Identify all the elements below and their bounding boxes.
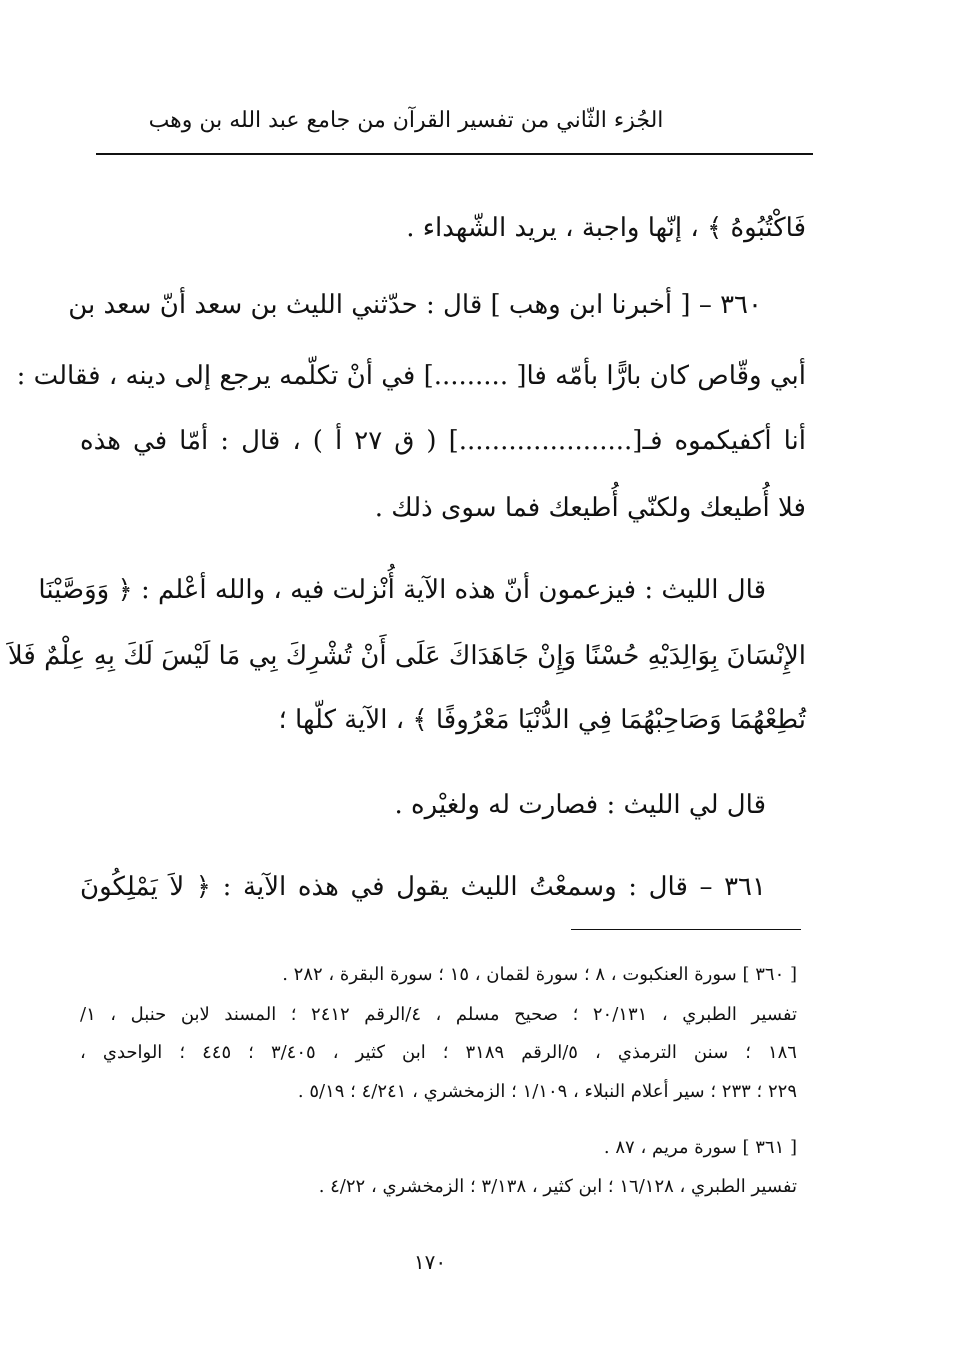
page-number: ١٧٠ xyxy=(413,1250,447,1274)
body-line: فلا أُطيعك ولكنّي أُطيعك فما سوى ذلك . xyxy=(374,493,806,523)
body-line: أبي وقّاص كان بارًّا بأمّه فا[ .........] في أنْ تكلّمه يرجع إلى دينه ، فقالت : xyxy=(16,361,806,391)
body-line: الإِنْسَانَ بِوَالِدَيْهِ حُسْنًا وَإِنْ جَاهَدَاكَ عَلَى أَنْ تُشْرِكَ بِي مَا لَيْسَ لَكَ بِهِ عِلْمٌ فَلاَ xyxy=(7,641,806,671)
footnote-line: ٢٢٩ ؛ ٢٣٣ ؛ سير أعلام النبلاء ، ١/١٠٩ ؛ الزمخشري ، ٤/٢٤١ ؛ ٥/١٩ . xyxy=(297,1081,797,1102)
footnote-line: ١٨٦ ؛ سنن الترمذي ، ٥/الرقم ٣١٨٩ ؛ ابن كثير ، ٣/٤٠٥ ؛ ٤٤٥ ؛ الواحدي ، xyxy=(80,1042,797,1063)
footnote-rule xyxy=(571,929,801,930)
running-header: الجُزء الثّاني من تفسير القرآن من جامع عبد الله بن وهب xyxy=(148,108,664,133)
footnote-line: [ ٣٦١ ] سورة مريم ، ٨٧ . xyxy=(603,1137,797,1158)
body-line: قال الليث : فيزعمون أنّ هذه الآية أُنْزلت فيه ، والله أعْلم : ﴿ وَوَصَّيْنَا xyxy=(38,575,766,605)
body-line: فَاكْتُبُوهُ ﴾ ، إنّها واجبة ، يريد الشّهداء . xyxy=(406,213,806,243)
body-line: قال لي الليث : فصارت له ولغيْره . xyxy=(394,790,766,820)
footnote-line: تفسير الطبري ، ٢٠/١٣١ ؛ صحيح مسلم ، ٤/الرقم ٢٤١٢ ؛ المسند لابن حنبل ، ١/ xyxy=(80,1004,798,1025)
footnote-line: [ ٣٦٠ ] سورة العنكبوت ، ٨ ؛ سورة لقمان ، ١٥ ؛ سورة البقرة ، ٢٨٢ . xyxy=(282,964,797,985)
body-line: تُطِعْهُمَا وَصَاحِبْهُمَا فِي الدُّنْيَا مَعْرُوفًا ﴾ ، الآية كلّها ؛ xyxy=(278,705,806,735)
body-line: ٣٦١ – قال : وسمعْتُ الليث يقول في هذه الآية : ﴿ لاَ يَمْلِكُونَ xyxy=(80,872,766,902)
footnote-line: تفسير الطبري ، ١٦/١٢٨ ؛ ابن كثير ، ٣/١٣٨ ؛ الزمخشري ، ٤/٢٢ . xyxy=(318,1176,797,1197)
body-line: أنا أكفيكموه فـ[.....................] ( ق ٢٧ أ ) ، قال : أمّا في هذه xyxy=(80,426,806,456)
body-line: ٣٦٠ – [ أخبرنا ابن وهب ] قال : حدّثني الليث بن سعد أنّ سعد بن xyxy=(68,290,762,320)
header-rule xyxy=(96,153,813,155)
